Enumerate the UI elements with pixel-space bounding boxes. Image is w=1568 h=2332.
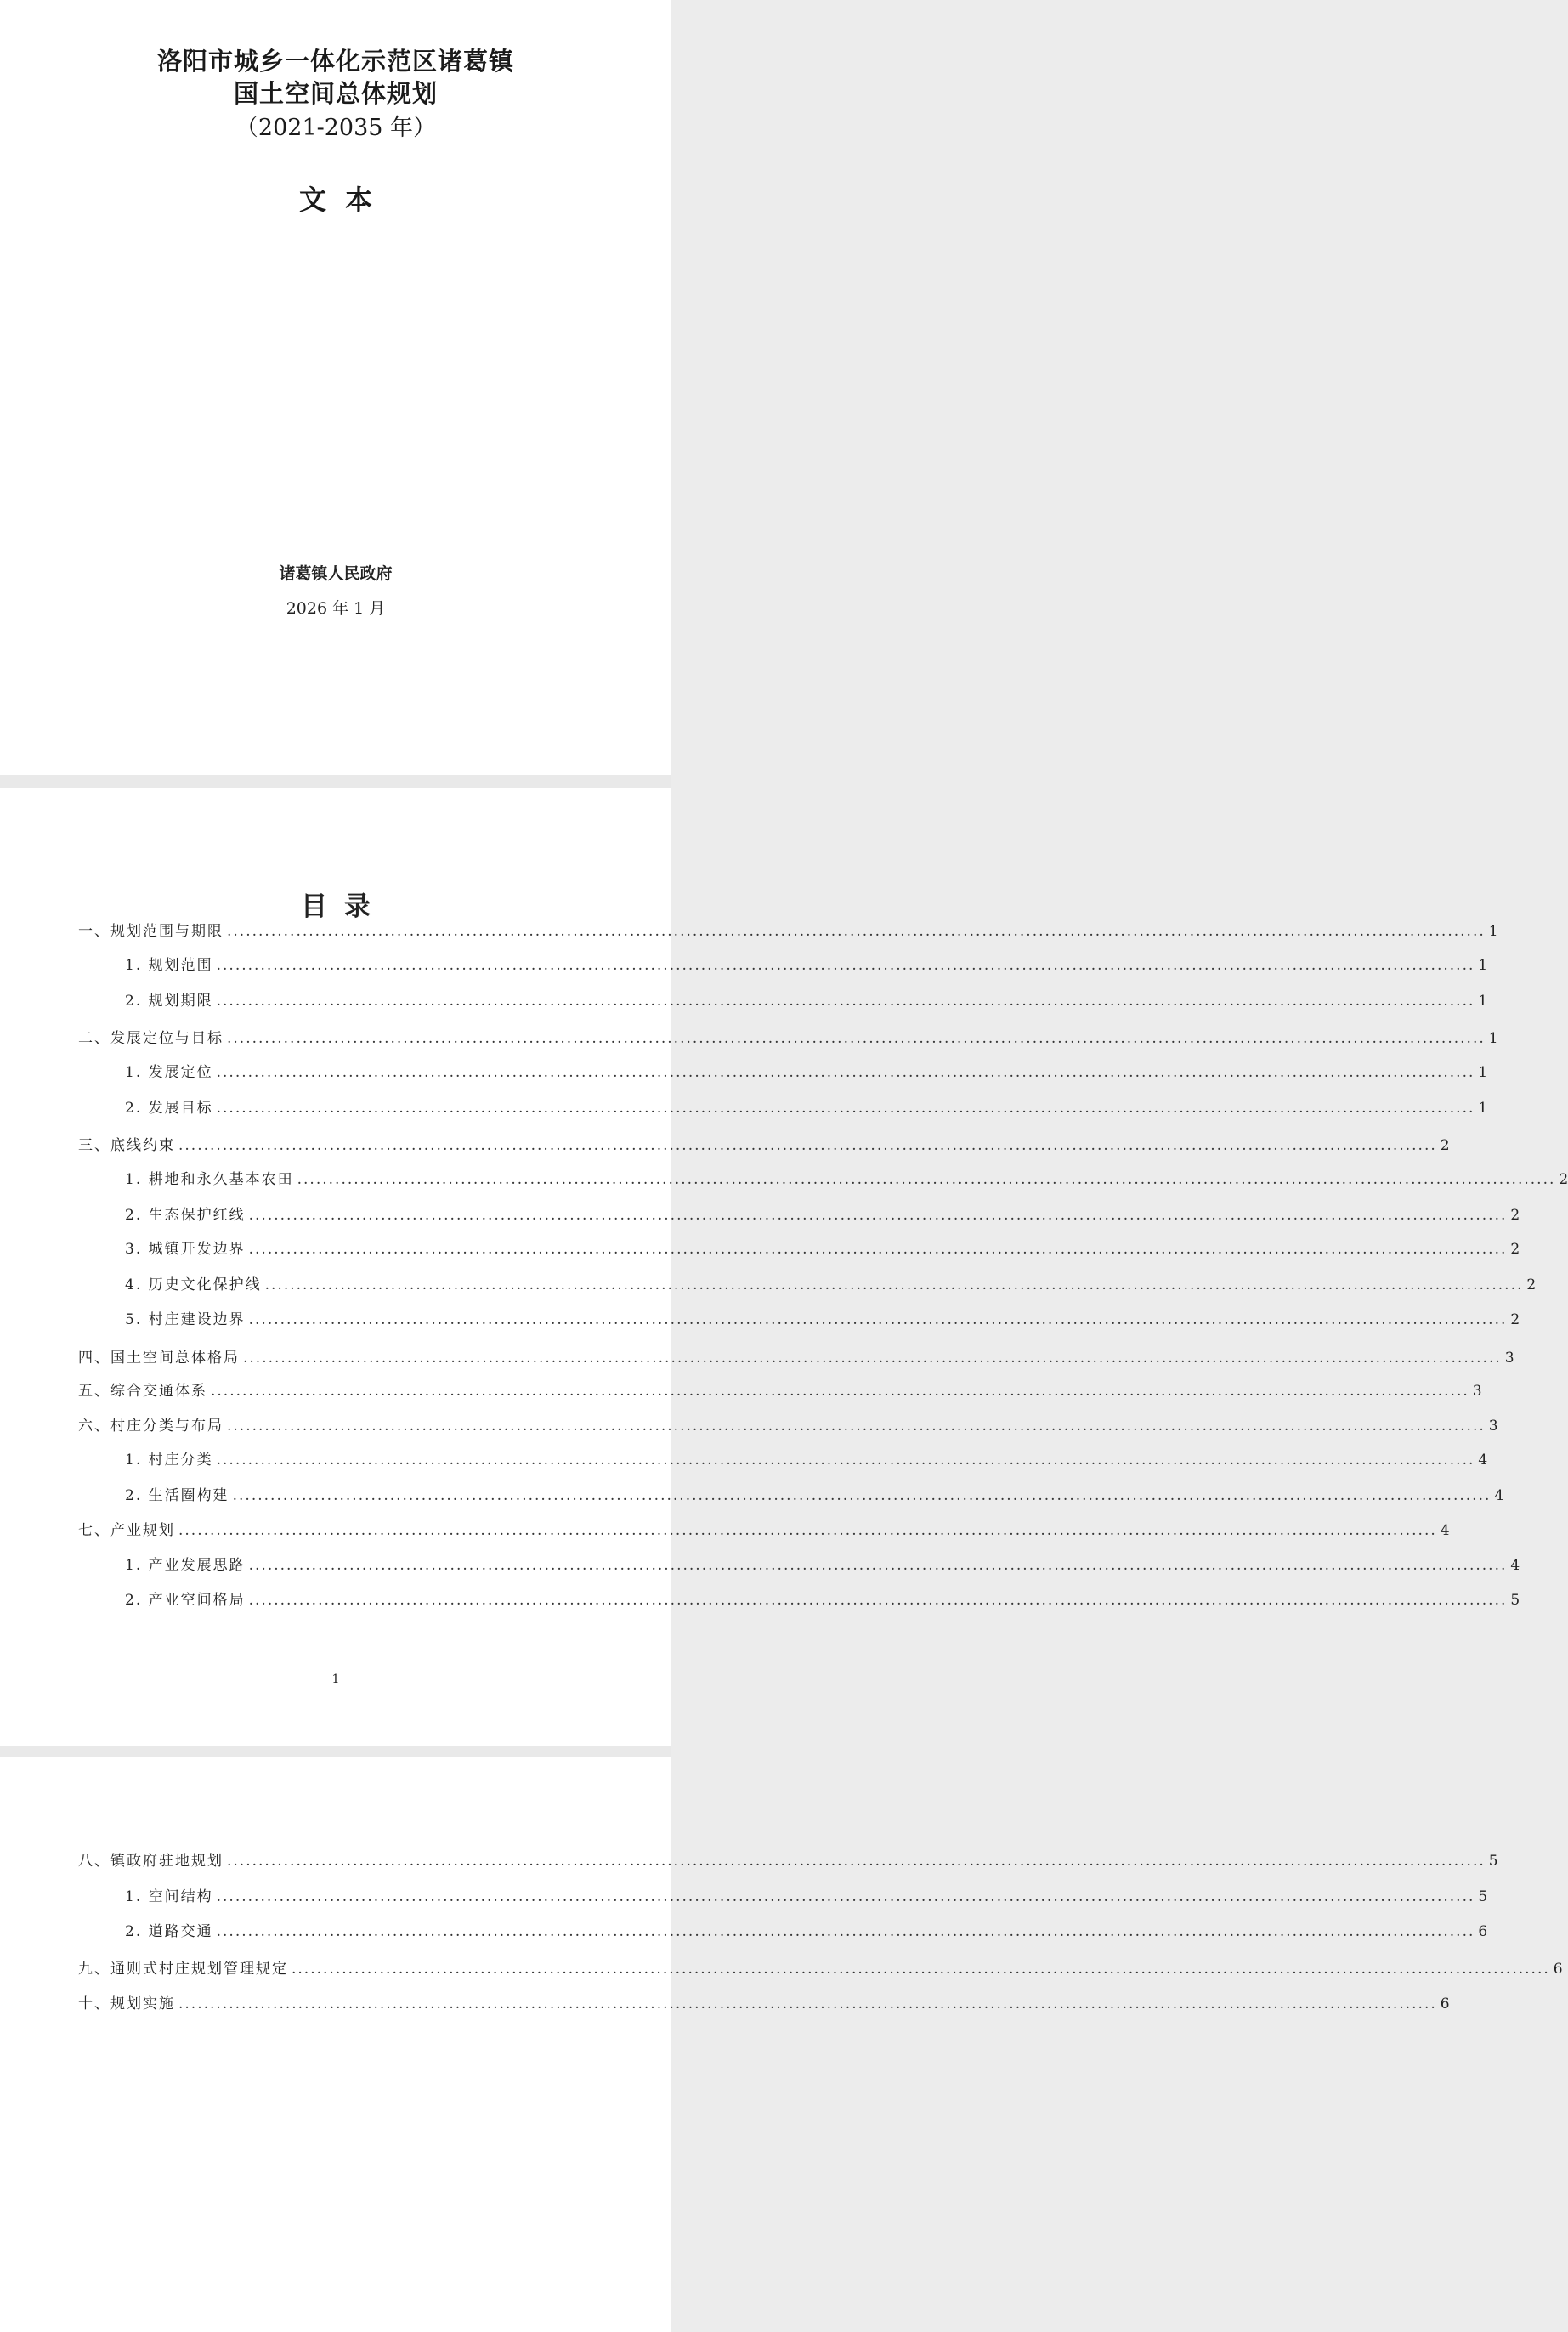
toc-entry-page: 1 xyxy=(1478,1064,1488,1081)
toc-entry-page: 3 xyxy=(1504,1350,1514,1367)
toc-entry-label: 1. 发展定位 xyxy=(125,1064,213,1081)
toc-entry-label: 五、综合交通体系 xyxy=(78,1383,207,1400)
toc-entry[interactable] xyxy=(78,1851,1498,1871)
toc-entry-label: 1. 村庄分类 xyxy=(125,1452,213,1469)
toc-entry-page: 2 xyxy=(1526,1276,1537,1293)
toc-entry-page: 5 xyxy=(1488,1853,1498,1870)
cover-title-line2: 国土空间总体规划 xyxy=(233,79,438,108)
toc-entry[interactable] xyxy=(78,1135,1450,1156)
toc-leader-dots: ........................................................................................................................................................................................................ xyxy=(178,1522,1437,1539)
toc-entry[interactable] xyxy=(78,1028,1498,1049)
toc-entry-label: 三、底线约束 xyxy=(78,1137,175,1154)
toc-entry-page: 6 xyxy=(1553,1961,1563,1978)
toc-entry-page: 2 xyxy=(1510,1207,1520,1224)
toc-entry-label: 二、发展定位与目标 xyxy=(78,1030,224,1047)
toc-leader-dots: ........................................................................................................................................................................................................ xyxy=(248,1311,1508,1328)
toc-leader-dots: ........................................................................................................................................................................................................ xyxy=(216,993,1475,1010)
toc-entry[interactable] xyxy=(78,1381,1482,1401)
toc-leader-dots: ........................................................................................................................................................................................................ xyxy=(216,1100,1475,1117)
toc-entry-page: 4 xyxy=(1440,1522,1450,1539)
cover-title-line1: 洛阳市城乡一体化示范区诸葛镇 xyxy=(156,47,514,76)
toc-entry[interactable] xyxy=(125,1239,1520,1259)
toc-entry-label: 八、镇政府驻地规划 xyxy=(78,1853,224,1870)
toc-entry-label: 1. 规划范围 xyxy=(125,957,213,974)
toc-entry-label: 2. 生活圈构建 xyxy=(125,1487,229,1504)
toc-entry-page: 4 xyxy=(1478,1452,1488,1469)
toc-entry-label: 四、国土空间总体格局 xyxy=(78,1350,240,1367)
toc-leader-dots: ........................................................................................................................................................................................................ xyxy=(216,1888,1475,1905)
toc-entry[interactable] xyxy=(125,991,1488,1011)
toc-entry-page: 1 xyxy=(1478,993,1488,1010)
document-type: 文本 xyxy=(298,184,391,216)
toc-leader-dots: ........................................................................................................................................................................................................ xyxy=(227,1418,1486,1435)
toc-leader-dots: ........................................................................................................................................................................................................ xyxy=(243,1350,1502,1367)
toc-entry[interactable] xyxy=(78,921,1498,942)
page-number: 1 xyxy=(331,1673,340,1686)
toc-leader-dots: ........................................................................................................................................................................................................ xyxy=(232,1487,1492,1504)
toc-entry-page: 5 xyxy=(1478,1888,1488,1905)
toc-leader-dots: ........................................................................................................................................................................................................ xyxy=(248,1592,1508,1609)
toc-entry-page: 5 xyxy=(1510,1592,1520,1609)
toc-leader-dots: ........................................................................................................................................................................................................ xyxy=(264,1276,1524,1293)
toc-entry-label: 一、规划范围与期限 xyxy=(78,923,224,940)
toc-entry[interactable] xyxy=(78,1416,1498,1436)
toc-entry[interactable] xyxy=(78,1520,1450,1541)
toc-entry-label: 1. 空间结构 xyxy=(125,1888,213,1905)
toc-leader-dots: ........................................................................................................................................................................................................ xyxy=(248,1207,1508,1224)
toc-leader-dots: ........................................................................................................................................................................................................ xyxy=(292,1961,1550,1978)
toc-entry-page: 1 xyxy=(1488,1030,1498,1047)
toc-entry-label: 七、产业规划 xyxy=(78,1522,175,1539)
toc-entry[interactable] xyxy=(125,955,1488,976)
toc-entry-page: 2 xyxy=(1440,1137,1450,1154)
toc-leader-dots: ........................................................................................................................................................................................................ xyxy=(297,1171,1556,1188)
toc-entry-label: 2. 产业空间格局 xyxy=(125,1592,246,1609)
toc-entry[interactable] xyxy=(125,1450,1488,1470)
toc-entry-page: 4 xyxy=(1510,1557,1520,1574)
toc-entry-label: 1. 耕地和永久基本农田 xyxy=(125,1171,294,1188)
toc-entry[interactable] xyxy=(125,1098,1488,1118)
toc-entry[interactable] xyxy=(125,1310,1520,1330)
toc-entry-page: 1 xyxy=(1478,957,1488,974)
toc-entry[interactable] xyxy=(125,1169,1568,1190)
toc-leader-dots: ........................................................................................................................................................................................................ xyxy=(178,1995,1437,2012)
page-gap xyxy=(0,1746,671,1757)
toc-entry[interactable] xyxy=(78,1994,1450,2014)
toc-entry-label: 2. 道路交通 xyxy=(125,1923,213,1940)
toc-entry[interactable] xyxy=(125,1486,1504,1506)
toc-entry-page: 3 xyxy=(1472,1383,1482,1400)
toc-entry-page: 6 xyxy=(1440,1995,1450,2012)
toc-title: 目录 xyxy=(301,891,388,922)
toc-entry-page: 1 xyxy=(1488,923,1498,940)
toc-entry[interactable] xyxy=(78,1348,1514,1368)
toc-entry[interactable] xyxy=(125,1205,1520,1225)
toc-entry[interactable] xyxy=(125,1555,1520,1576)
toc-leader-dots: ........................................................................................................................................................................................................ xyxy=(216,957,1475,974)
issuer: 诸葛镇人民政府 xyxy=(279,564,393,583)
toc-entry[interactable] xyxy=(125,1887,1488,1907)
cover-title-years: （2021-2035 年） xyxy=(235,115,437,141)
toc-entry-label: 2. 生态保护红线 xyxy=(125,1207,246,1224)
toc-entry-label: 1. 产业发展思路 xyxy=(125,1557,246,1574)
toc-entry-label: 2. 规划期限 xyxy=(125,993,213,1010)
toc-entry-label: 3. 城镇开发边界 xyxy=(125,1241,246,1258)
toc-entry-label: 5. 村庄建设边界 xyxy=(125,1311,246,1328)
toc-leader-dots: ........................................................................................................................................................................................................ xyxy=(227,923,1486,940)
toc-entry-label: 九、通则式村庄规划管理规定 xyxy=(78,1961,288,1978)
cover-page xyxy=(0,0,671,775)
issue-date: 2026 年 1 月 xyxy=(286,599,386,618)
page-gap xyxy=(0,775,671,788)
toc-leader-dots: ........................................................................................................................................................................................................ xyxy=(248,1557,1508,1574)
toc-entry-page: 6 xyxy=(1478,1923,1488,1940)
toc-entry[interactable] xyxy=(78,1959,1563,1979)
toc-leader-dots: ........................................................................................................................................................................................................ xyxy=(227,1853,1486,1870)
toc-leader-dots: ........................................................................................................................................................................................................ xyxy=(178,1137,1437,1154)
toc-entry-page: 2 xyxy=(1559,1171,1568,1188)
toc-entry[interactable] xyxy=(125,1922,1488,1942)
toc-leader-dots: ........................................................................................................................................................................................................ xyxy=(248,1241,1508,1258)
toc-leader-dots: ........................................................................................................................................................................................................ xyxy=(211,1383,1469,1400)
toc-entry-page: 4 xyxy=(1494,1487,1504,1504)
toc-entry[interactable] xyxy=(125,1590,1520,1610)
toc-entry-label: 十、规划实施 xyxy=(78,1995,175,2012)
toc-entry[interactable] xyxy=(125,1275,1537,1295)
toc-page-continued xyxy=(0,1757,671,2332)
toc-entry-page: 3 xyxy=(1488,1418,1498,1435)
toc-entry-label: 2. 发展目标 xyxy=(125,1100,213,1117)
toc-leader-dots: ........................................................................................................................................................................................................ xyxy=(216,1452,1475,1469)
toc-leader-dots: ........................................................................................................................................................................................................ xyxy=(216,1064,1475,1081)
toc-leader-dots: ........................................................................................................................................................................................................ xyxy=(227,1030,1486,1047)
toc-entry-page: 2 xyxy=(1510,1311,1520,1328)
toc-entry-label: 4. 历史文化保护线 xyxy=(125,1276,262,1293)
toc-leader-dots: ........................................................................................................................................................................................................ xyxy=(216,1923,1475,1940)
toc-entry[interactable] xyxy=(125,1062,1488,1083)
toc-entry-page: 2 xyxy=(1510,1241,1520,1258)
toc-entry-page: 1 xyxy=(1478,1100,1488,1117)
toc-entry-label: 六、村庄分类与布局 xyxy=(78,1418,224,1435)
